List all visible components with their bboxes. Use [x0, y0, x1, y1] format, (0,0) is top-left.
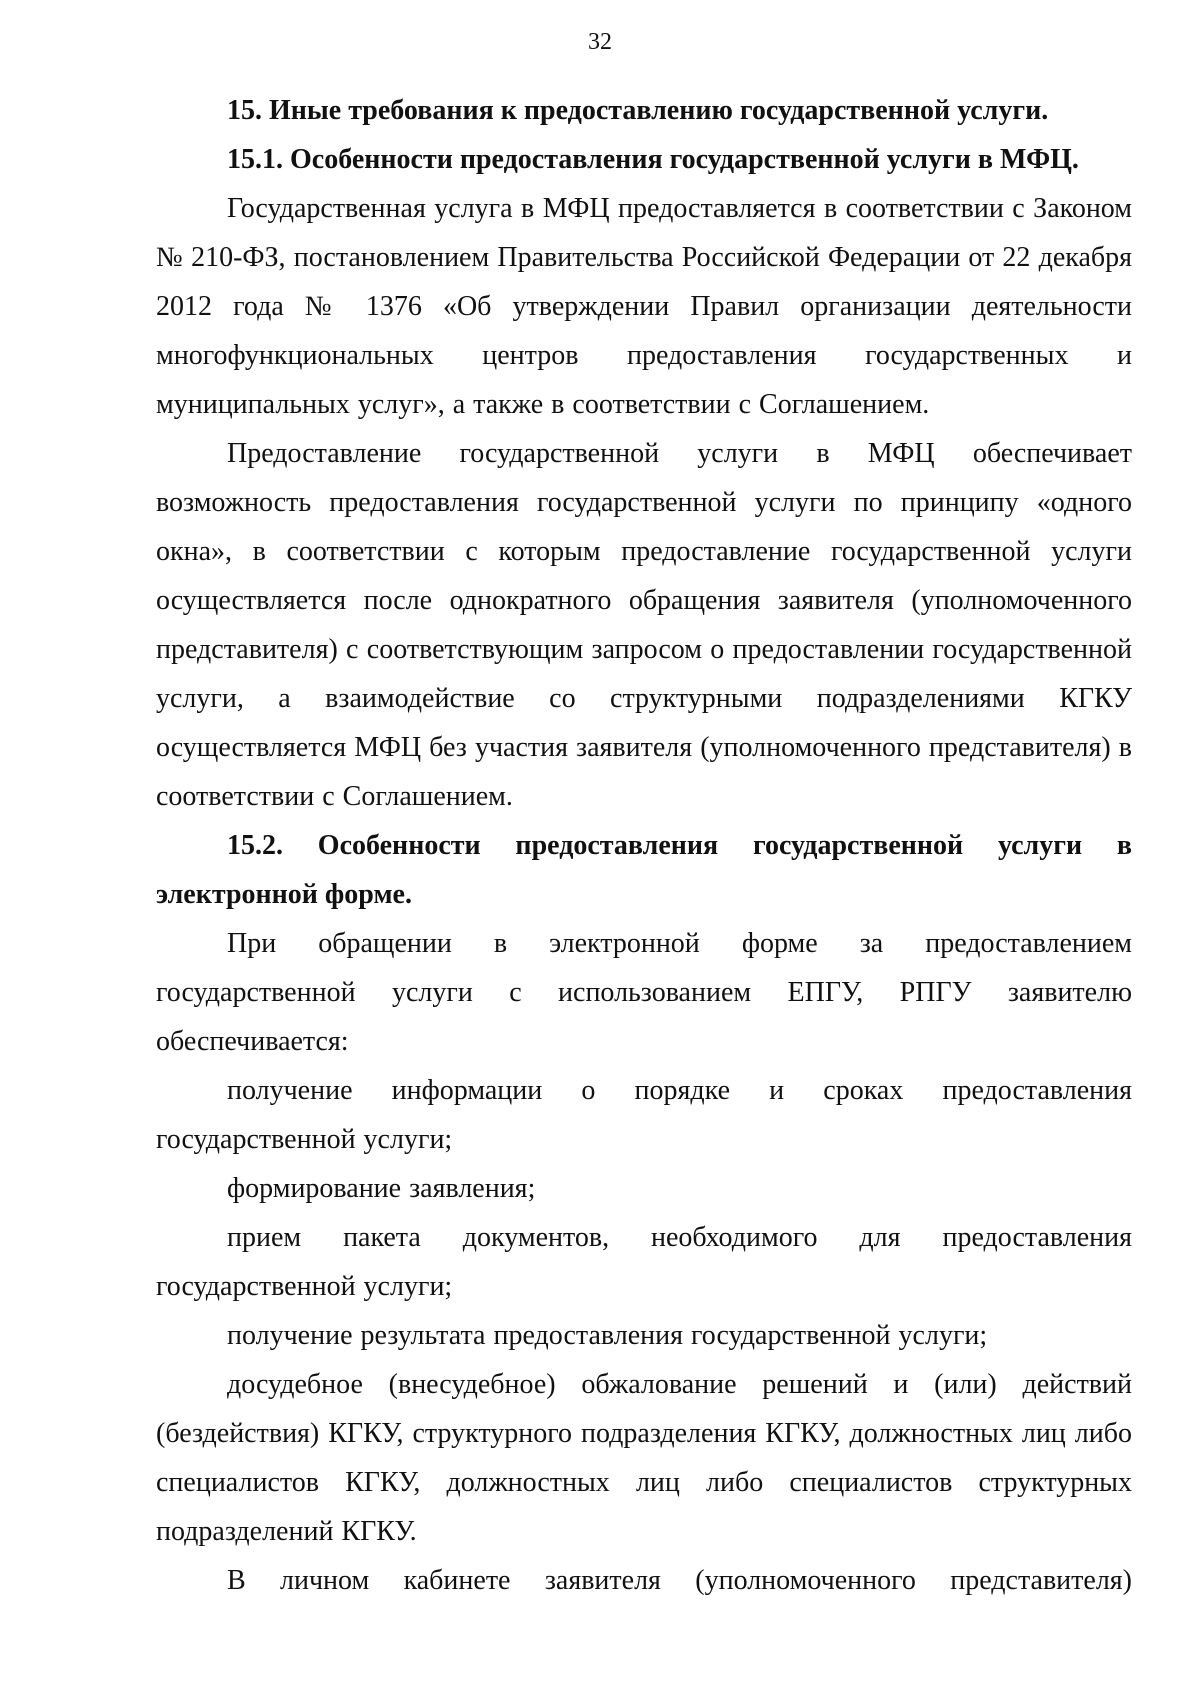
- document-body: [156, 86, 1132, 1605]
- section-15-2-last-line: В личном кабинете заявителя (уполномоченного представителя): [227, 1565, 1132, 1596]
- section-15-2-heading: 15.2. Особенности предоставления государственной услуги в электронной форме.: [156, 830, 1132, 910]
- list-item: прием пакета документов, необходимого для предоставления государственной услуги;: [156, 1222, 1132, 1302]
- list-item: получение результата предоставления государственной услуги;: [227, 1320, 988, 1351]
- section-15-1-paragraph-2: Предоставление государственной услуги в МФЦ обеспечивает возможность предоставления государственной услуги по принципу «одного окна», в соответствии с которым предоставление государственной услуги осуществляется после однократного обращения заявителя (уполномоченного представителя) с соответствующим запросом о предоставлении государственной услуги, а взаимодействие со структурными подразделениями КГКУ осуществляется МФЦ без участия заявителя (уполномоченного представителя) в соответствии с Соглашением.: [156, 438, 1132, 812]
- section-15-1-paragraph-1: Государственная услуга в МФЦ предоставляется в соответствии с Законом № 210-ФЗ, постановлением Правительства Российской Федерации от 22 декабря 2012 года № 1376 «Об утверждении Правил организации деятельности многофункциональных центров предоставления государственных и муниципальных услуг», а также в соответствии с Соглашением.: [156, 193, 1132, 420]
- page-number: 32: [588, 29, 612, 55]
- list-item: досудебное (внесудебное) обжалование решений и (или) действий (бездействия) КГКУ, структурного подразделения КГКУ, должностных лиц либо специалистов КГКУ, должностных лиц либо специалистов структурных подразделений КГКУ.: [156, 1369, 1132, 1547]
- section-15-2-intro: При обращении в электронной форме за предоставлением государственной услуги с использованием ЕПГУ, РПГУ заявителю обеспечивается:: [156, 928, 1132, 1057]
- section-15-heading: 15. Иные требования к предоставлению государственной услуги.: [227, 95, 1049, 126]
- list-item: получение информации о порядке и сроках предоставления государственной услуги;: [156, 1075, 1132, 1155]
- section-15-1-heading: 15.1. Особенности предоставления государственной услуги в МФЦ.: [227, 144, 1079, 175]
- list-item: формирование заявления;: [227, 1173, 536, 1204]
